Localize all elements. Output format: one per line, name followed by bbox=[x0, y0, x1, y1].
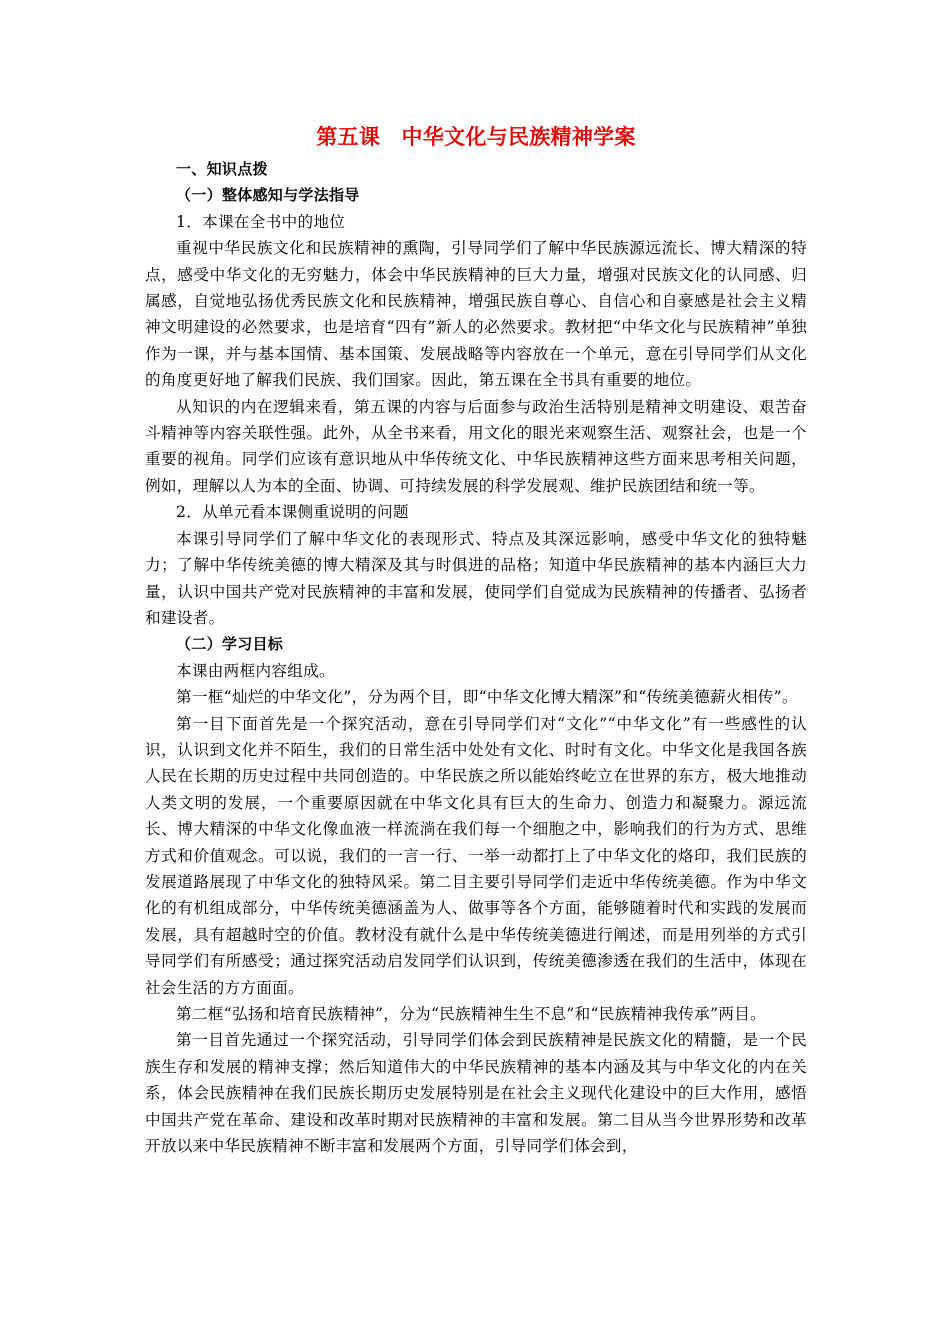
section-heading: 一、知识点拨 bbox=[176, 160, 268, 178]
subsection-heading: （二）学习目标 bbox=[176, 635, 284, 654]
paragraph: 本课由两框内容组成。 bbox=[176, 661, 335, 680]
paragraph: 本课引导同学们了解中华文化的表现形式、特点及其深远影响，感受中华文化的独特魅力；了解中华传统美德的博大精深及其与时俱进的品格；知道中华民族精神的基本内涵巨大力量，认识中国共产党对民族精神的丰富和发展，使同学们自觉成为民族精神的传播者、弘扬者和建设者。 bbox=[145, 529, 807, 627]
paragraph: 重视中华民族文化和民族精神的熏陶，引导同学们了解中华民族源远流长、博大精深的特点，感受中华文化的无穷魅力，体会中华民族精神的巨大力量，增强对民族文化的认同感、归属感，自觉地弘扬优秀民族文化和民族精神，增强民族自尊心、自信心和自豪感是社会主义精神文明建设的必然要求，也是培育“四有”新人的必然要求。教材把“中华文化与民族精神”单独作为一课，并与基本国情、基本国策、发展战略等内容放在一个单元，意在引导同学们从文化的角度更好地了解我们民族、我们国家。因此，第五课在全书具有重要的地位。 bbox=[145, 239, 807, 390]
item-heading: 1．本课在全书中的地位 bbox=[176, 212, 346, 231]
subsection-heading: （一）整体感知与学法指导 bbox=[176, 186, 360, 205]
paragraph: 第一目首先通过一个探究活动，引导同学们体会到民族精神是民族文化的精髓，是一个民族生存和发展的精神支撑；然后知道伟大的中华民族精神的基本内涵及其与中华文化的内在关系，体会民族精神在我们民族长期历史发展特别是在社会主义现代化建设中的巨大作用，感悟中国共产党在革命、建设和改革时期对民族精神的丰富和发展。第二目从当今世界形势和改革开放以来中华民族精神不断丰富和发展两个方面，引导同学们体会到， bbox=[145, 1031, 807, 1156]
paragraph: 第二框“弘扬和培育民族精神”，分为“民族精神生生不息”和“民族精神我传承”两目。 bbox=[176, 1005, 767, 1023]
item-heading: 2．从单元看本课侧重说明的问题 bbox=[176, 503, 409, 522]
paragraph: 从知识的内在逻辑来看，第五课的内容与后面参与政治生活特别是精神文明建设、艰苦奋斗精神等内容关联性强。此外，从全书来看，用文化的眼光来观察生活、观察社会，也是一个重要的视角。同学们应该有意识地从中华传统文化、中华民族精神这些方面来思考相关问题，例如，理解以人为本的全面、协调、可持续发展的科学发展观、维护民族团结和统一等。 bbox=[145, 397, 807, 495]
document-title: 第五课 中华文化与民族精神学案 bbox=[316, 125, 636, 149]
paragraph: 第一目下面首先是一个探究活动，意在引导同学们对“文化”“中华文化”有一些感性的认识，认识到文化并不陌生，我们的日常生活中处处有文化、时时有文化。中华文化是我国各族人民在长期的历史过程中共同创造的。中华民族之所以能始终屹立在世界的东方，极大地推动人类文明的发展，一个重要原因就在中华文化具有巨大的生命力、创造力和凝聚力。源远流长、博大精深的中华文化像血液一样流淌在我们每一个细胞之中，影响我们的行为方式、思维方式和价值观念。可以说，我们的一言一行、一举一动都打上了中华文化的烙印，我们民族的发展道路展现了中华文化的独特风采。第二目主要引导同学们走近中华传统美德。作为中华文化的有机组成部分，中华传统美德涵盖为人、做事等各个方面，能够随着时代和实践的发展而发展，具有超越时空的价值。教材没有就什么是中华传统美德进行阐述，而是用列举的方式引导同学们有所感受；通过探究活动启发同学们认识到，传统美德渗透在我们的生活中，体现在社会生活的方方面面。 bbox=[145, 714, 807, 997]
document-body bbox=[145, 120, 807, 1159]
paragraph: 第一框“灿烂的中华文化”，分为两个目，即“中华文化博大精深”和“传统美德薪火相传”。 bbox=[176, 688, 798, 707]
